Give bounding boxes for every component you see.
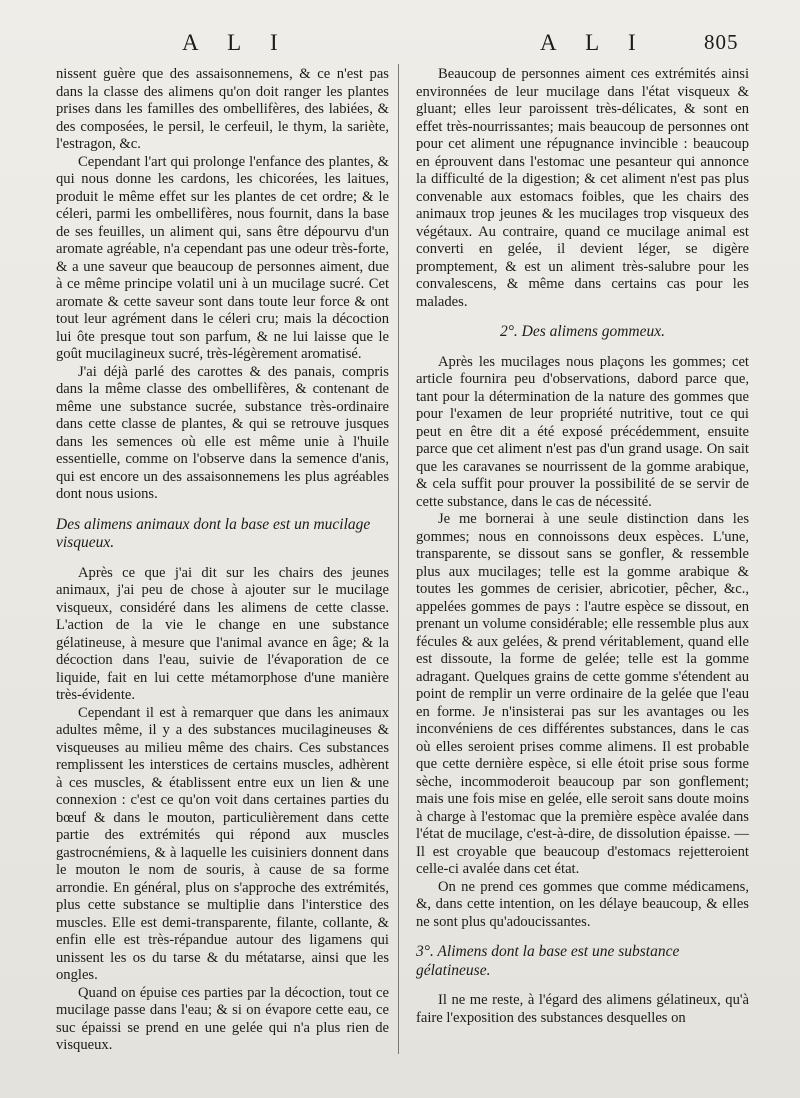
column-divider xyxy=(398,64,399,1054)
paragraph: Beaucoup de personnes aiment ces extrémités ainsi environnées de leur mucilage dans l'état visqueux & gluant; elles leur paroissent très-délicates, & sont en effet très-nourrissantes; mais beaucoup de personnes ont pour cet aliment une répugnance invincible : beaucoup en éprouvent dans l'estomac une pesanteur qui annonce la difficulté de la digestion; & cet aliment n'est pas plus convenable aux estomacs foibles, que les chairs des animaux trop jeunes & les mucilages trop visqueux des végétaux. Au contraire, quand ce mucilage animal est converti en gelée, il devient léger, se digère promptement, & est un aliment très-salubre pour les convalescens, & même dans certains cas pour les malades. xyxy=(416,66,749,310)
section-heading: 3°. Alimens dont la base est une substance gélatineuse. xyxy=(416,943,680,979)
right-column xyxy=(416,66,749,1027)
section-heading: Des alimens animaux dont la base est un mucilage visqueux. xyxy=(56,515,371,551)
section-heading: 2°. Des alimens gommeux. xyxy=(499,323,666,340)
page-number: 805 xyxy=(704,30,739,54)
paragraph: Après ce que j'ai dit sur les chairs des jeunes animaux, j'ai peu de chose à ajouter sur le mucilage visqueux, considéré dans les alimens de cette classe. L'action de la vie le change en une substance gélatineuse, à mesure que l'animal avance en âge; & la décoction dans l'eau, suivie de l'évaporation de ce liquide, fait en lui cette métamorphose d'une manière très-évidente. xyxy=(56,564,389,703)
paragraph: Je me bornerai à une seule distinction dans les gommes; nous en connoissons deux espèces. L'une, transparente, se dissout sans se gonfler, & ressemble plus aux mucilages; telle est la gomme arabique & toutes les gommes de cerisier, abricotier, pêcher, &c., appelées gommes de pays : l'autre espèce se dissout, en prenant un volume considérable; elle ressemble plus aux fécules & aux gelées, & prend véritablement, quand elle est dissoute, la forme de gelée; telle est la gomme adragant. Quelques grains de cette gomme s'étendent au point de remplir un verre ordinaire de la gelée que l'eau en forme. Je n'insisterai pas sur les avantages ou les inconvéniens de ces différentes substances, dans le cas où elles seroient prises comme alimens. Il est probable que cette dernière espèce, si elle étoit prise sous forme sèche, incommoderoit beaucoup par son gonflement; mais une fois mise en gelée, elle seroit sans doute moins à charge à l'estomac que la première espèce avalée dans l'état de mucilage, c'est-à-dire, de dissolution épaisse. — Il est croyable que beaucoup d'estomacs rejetteroient celle-ci avalée dans cet état. xyxy=(416,511,749,877)
paragraph: Après les mucilages nous plaçons les gommes; cet article fournira peu d'observations, dabord parce que, tant pour la détermination de la nature des gommes que pour l'examen de leur propriété nutritive, tout ce qui peut en être dit a été exposé précédemment, ensuite parce que cet aliment n'est pas d'un grand usage. On sait que les caravanes se nourrissent de la gomme arabique, & cela suffit pour prouver la possibilité de se servir de cette substance, dans le cas de nécessité. xyxy=(416,353,749,510)
paragraph: Quand on épuise ces parties par la décoction, tout ce mucilage passe dans l'eau; & si on évapore cette eau, ce suc épaissi se prend en une gelée qui n'a plus rien de visqueux. xyxy=(56,984,389,1053)
paragraph: nissent guère que des assaisonnemens, & ce n'est pas dans la classe des alimens qu'on doit ranger les plantes prises dans les familles des ombellifères, des labiées, & des composées, le persil, le cerfeuil, le thym, la sariète, l'estragon, &c. xyxy=(56,66,389,152)
running-head-left: A L I xyxy=(182,30,290,55)
paragraph: Cependant l'art qui prolonge l'enfance des plantes, & qui nous donne les cardons, les chicorées, les laitues, produit le même effet sur les plantes de cet ordre; & le céleri, parmi les ombellifères, nous fournit, dans la base de ses feuilles, un aliment qui, sans être dépourvu d'un aromate agréable, n'a cependant pas une odeur très-forte, & a une saveur que beaucoup de personnes aiment, due à ce même principe volatil uni à un mucilage sucré. Cet aromate & cette saveur sont dans toute leur force & ont tout leur agrément dans le céleri cru; mais la décoction lui ôte presque tout son parfum, & ne lui laisse que le goût mucilagineux sucré, très-légèrement aromatisé. xyxy=(56,153,389,362)
paragraph: Cependant il est à remarquer que dans les animaux adultes même, il y a des substances mucilagineuses & visqueuses au milieu même des chairs. Ces substances remplissent les interstices de certains muscles, adhèrent à ces muscles, & établissent entre eux un lien & une connexion : c'est ce qu'on voit dans certaines parties du bœuf & dans le mouton, particulièrement dans cette partie des extrémités qui répond aux muscles gastrocnémiens, & à laquelle les cuisiniers donnent dans le mouton le nom de souris, à cause de sa forme arrondie. En général, plus on s'approche des extrémités, plus cette substance se multiplie dans l'interstice des muscles. Elle est demi-transparente, filante, collante, & enfin elle est très-répandue autour des ligamens qui unissent les os du tarse & du métatarse, ainsi que les ongles. xyxy=(56,704,389,983)
paragraph: On ne prend ces gommes que comme médicamens, &, dans cette intention, on les délaye beaucoup, & elles ne sont plus qu'adoucissantes. xyxy=(416,878,749,930)
paragraph: Il ne me reste, à l'égard des alimens gélatineux, qu'à faire l'exposition des substances desquelles on xyxy=(416,992,749,1026)
left-column xyxy=(56,66,389,1055)
running-head-right: A L I xyxy=(540,30,648,55)
paragraph: J'ai déjà parlé des carottes & des panais, compris dans la même classe des ombellifères, & contenant de même une substance sucrée, substance très-ordinaire dans cette classe de plantes, & qui se retrouve jusques dans les semences où elle est même unie à l'huile essentielle, comme on l'observe dans la semence d'anis, qui est encore un des assaisonnemens les plus agréables dont nous usions. xyxy=(56,363,389,502)
